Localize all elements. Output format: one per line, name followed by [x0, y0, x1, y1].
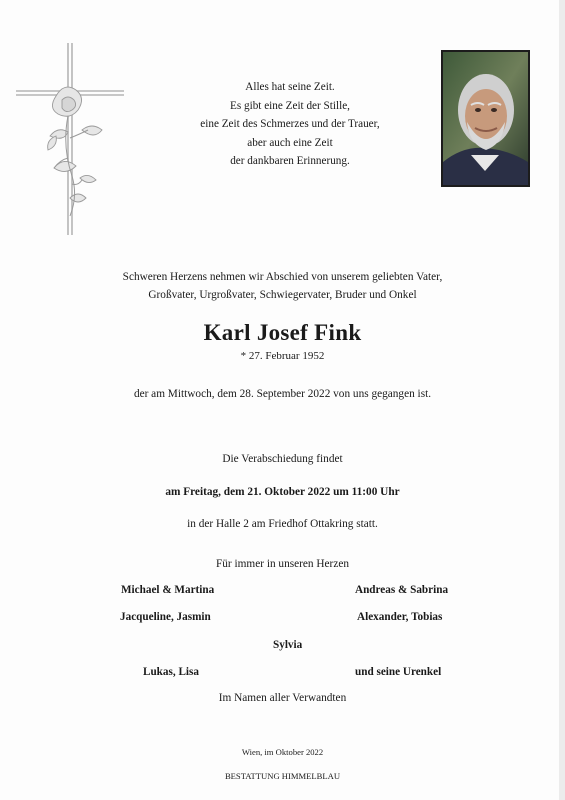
ceremony-place: in der Halle 2 am Friedhof Ottakring statt. [187, 518, 378, 530]
ceremony-intro: Die Verabschiedung findet [222, 453, 343, 465]
poem-line: Es gibt eine Zeit der Stille, [230, 99, 350, 112]
mourner-left-1: Michael & Martina [121, 584, 215, 596]
mourners-closing: Im Namen aller Verwandten [218, 692, 347, 704]
ceremony-date-time: am Freitag, dem 21. Oktober 2022 um 11:00 Uhr [165, 486, 400, 498]
mourner-right-1: Andreas & Sabrina [355, 584, 449, 596]
poem-line: aber auch eine Zeit [247, 136, 333, 149]
undertaker: BESTATTUNG HIMMELBLAU [224, 771, 341, 781]
mourner-left-3: Lukas, Lisa [143, 666, 199, 678]
death-notice: der am Mittwoch, dem 28. September 2022 von uns gegangen ist. [133, 388, 432, 400]
mourner-right-2: Alexander, Tobias [357, 611, 443, 623]
poem-line: eine Zeit des Schmerzes und der Trauer, [200, 118, 380, 131]
intro-text [0, 268, 565, 304]
cross-rose-icon [10, 38, 130, 238]
birth-date: * 27. Februar 1952 [240, 350, 325, 362]
poem-line: Alles hat seine Zeit. [245, 81, 335, 93]
mourner-center: Sylvia [273, 639, 303, 651]
intro-line: Großvater, Urgroßvater, Schwiegervater, Bruder und Onkel [148, 289, 417, 301]
intro-line: Schweren Herzens nehmen wir Abschied von unserem geliebten Vater, [122, 271, 443, 283]
mourner-left-2: Jacqueline, Jasmin [120, 611, 211, 623]
mourner-right-3: und seine Urenkel [355, 666, 442, 678]
portrait-photo [441, 50, 530, 187]
deceased-name: Karl Josef Fink [203, 320, 362, 345]
poem-line: der dankbaren Erinnerung. [230, 155, 350, 168]
mourners-heading: Für immer in unseren Herzen [215, 558, 349, 570]
poem [140, 78, 440, 171]
place-date: Wien, im Oktober 2022 [241, 747, 324, 757]
page-edge [559, 0, 565, 800]
